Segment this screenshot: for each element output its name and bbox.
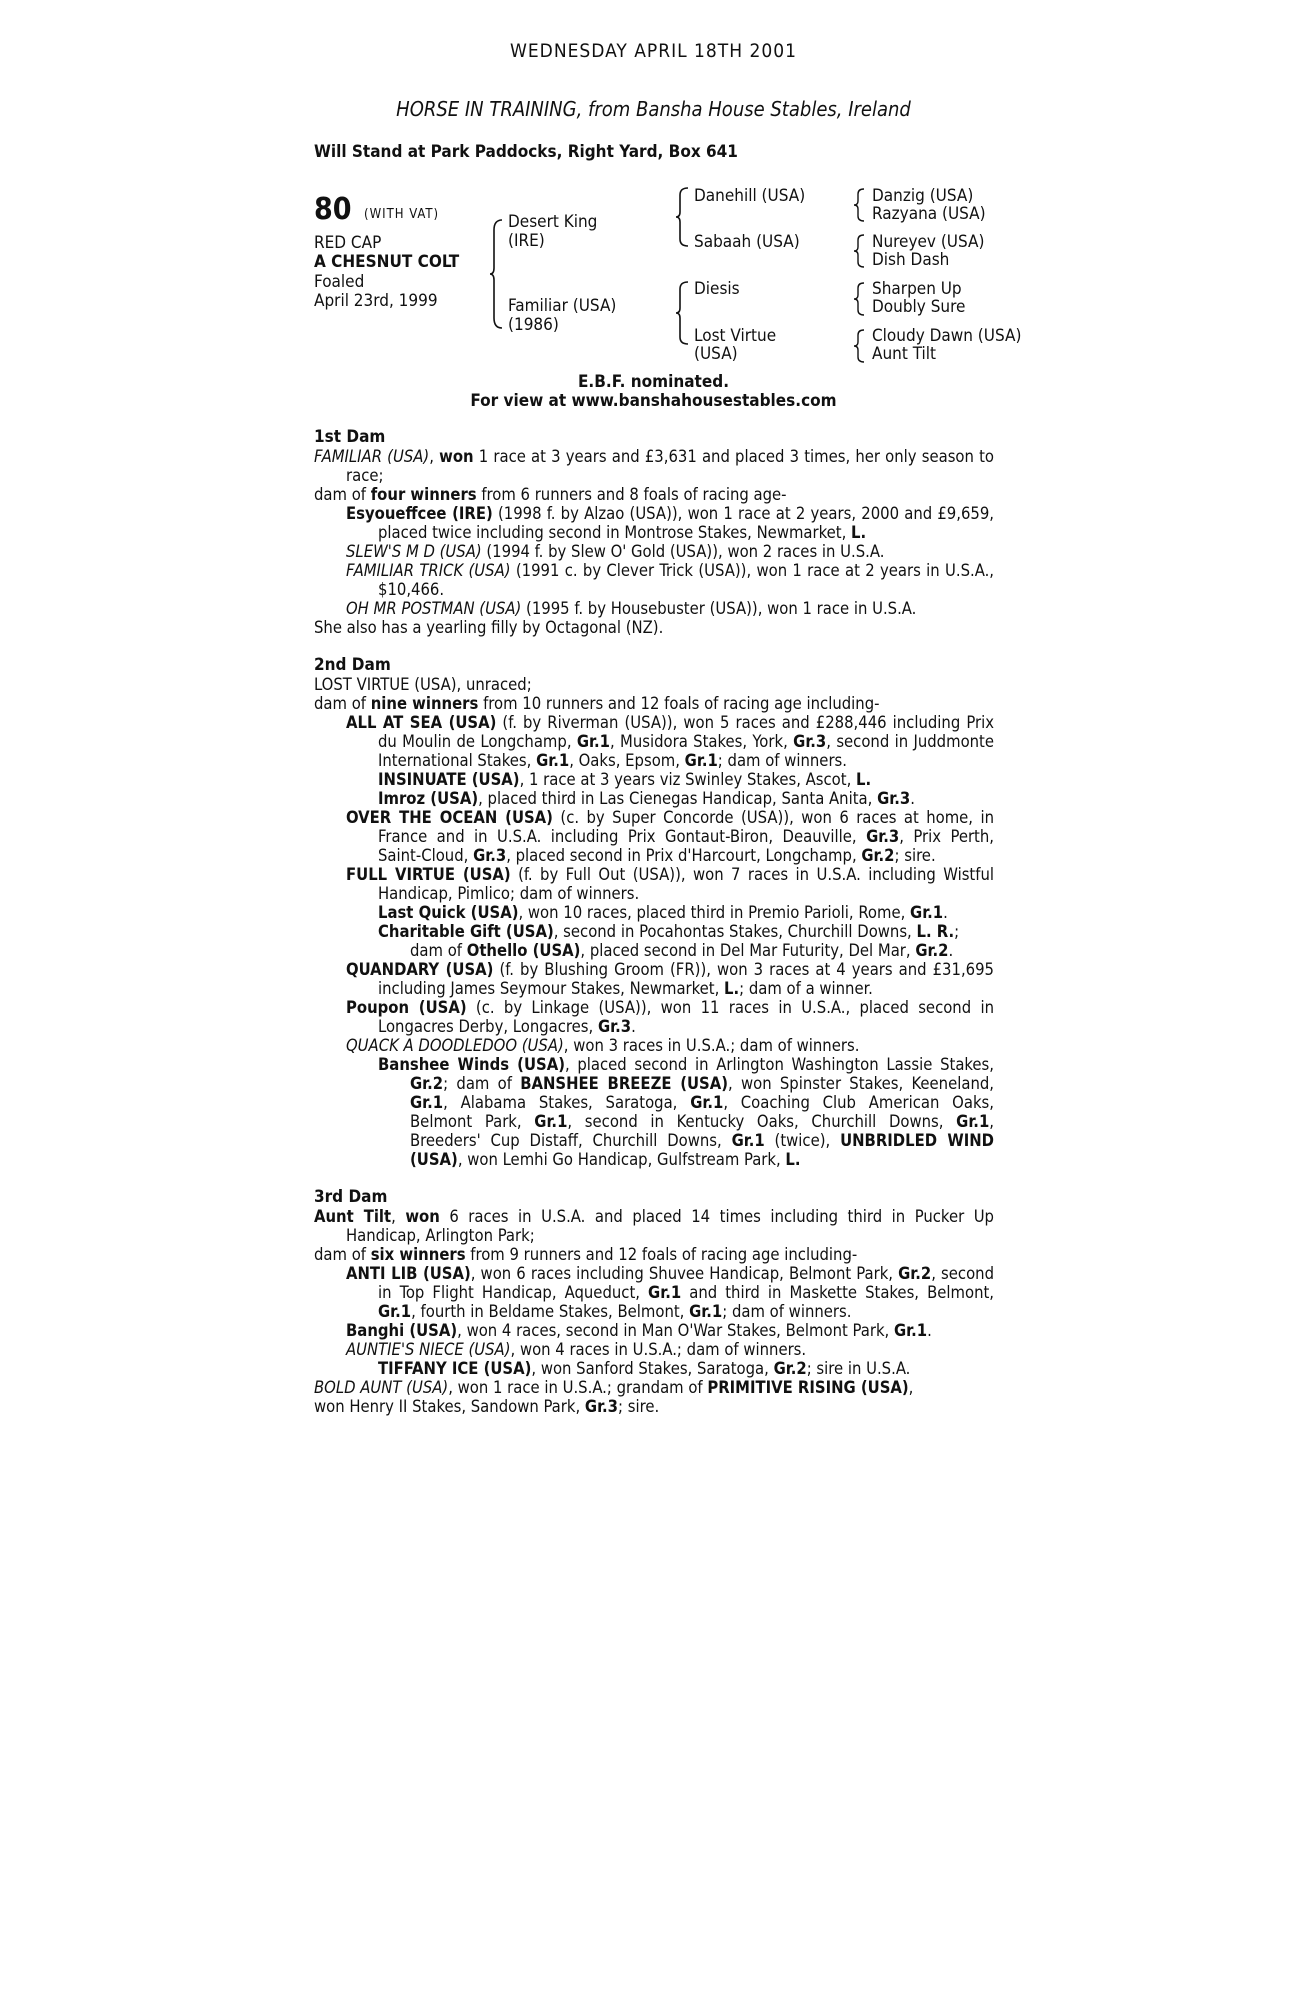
text: (twice), [764,1131,831,1150]
first-dam-heading: 1st Dam [314,427,386,447]
text: (f. by Full Out (USA)), won 7 races in U.S.A. including Wistful Handicap, Pimlico; dam of winners. [378,865,995,903]
produce-entry [314,1340,994,1359]
ggs-1: Danzig (USA) [872,186,974,206]
text: (f. by Blushing Groom (FR)), won 3 races at 4 years and £31,695 including James Seymour Stakes, Newmarket, [378,960,994,998]
grade: Gr.1 [684,751,718,770]
grade: Gr.1 [689,1302,723,1321]
grade: Gr.2 [773,1359,807,1378]
winners-count: four winners [370,485,477,504]
text: , Breeders' Cup Distaff, Churchill Downs, [410,1112,994,1150]
page-subtitle: HORSE IN TRAINING, from Bansha House Stables, Ireland [396,97,911,121]
produce-entry [314,561,994,599]
produce-entry [314,1264,994,1321]
grade: Gr.1 [690,1093,724,1112]
text: , [429,447,434,466]
sire-country: (IRE) [508,231,545,251]
lot-number: 80 [314,192,352,227]
produce-entry [314,1378,994,1397]
text: ; dam of [443,1074,521,1093]
ggs-3: Nureyev (USA) [872,232,985,252]
horse-name: Esyoueffcee (IRE) [346,504,493,523]
produce-entry [314,941,994,960]
sire-sire: Danehill (USA) [694,186,806,206]
second-dam-name: LOST VIRTUE (USA), unraced; [314,675,532,694]
produce-entry [314,504,994,542]
horse-name: Poupon (USA) [346,998,467,1017]
horse-name: FAMILIAR TRICK (USA) [346,561,511,580]
pedigree-brace-dam [676,280,694,346]
won-label: won [439,447,474,466]
pedigree-brace-4 [854,328,868,364]
winners-count: six winners [370,1245,466,1264]
text: , [908,1378,914,1397]
horse-name: PRIMITIVE RISING (USA) [707,1378,909,1397]
text: , won 3 races in U.S.A.; dam of winners. [563,1036,860,1055]
dam-name: Familiar (USA) [508,296,617,316]
text: . [910,789,915,808]
text: ; sire in U.S.A. [806,1359,911,1378]
text: dam of [314,694,371,713]
text: ; dam of winners. [722,1302,852,1321]
produce-entry [314,922,994,941]
text: . [943,903,948,922]
text: , second in Juddmonte International Stakes, [378,732,995,770]
text: . [927,1321,932,1340]
text: 6 races in U.S.A. and placed 14 times including third in Pucker Up Handicap, Arlington Park; [346,1207,994,1245]
ggs-6: Doubly Sure [872,297,966,317]
horse-name: Othello (USA) [466,941,581,960]
text: from 6 runners and 8 foals of racing age- [476,485,787,504]
horse-name: QUANDARY (USA) [346,960,494,979]
text: ; sire. [618,1397,660,1416]
produce-entry [314,770,994,789]
horse-name: RED CAP [314,233,382,253]
grade: L. [851,523,867,542]
dam-year: (1986) [508,315,559,335]
horse-name: Banshee Winds (USA) [378,1055,565,1074]
horse-name: OVER THE OCEAN (USA) [346,808,553,827]
horse-name: Last Quick (USA) [378,903,519,922]
text: , Musidora Stakes, York, [610,732,794,751]
text: from 10 runners and 12 foals of racing age including- [478,694,880,713]
ggs-7: Cloudy Dawn (USA) [872,326,1022,346]
text: from 9 runners and 12 foals of racing age including- [465,1245,858,1264]
text: , placed third in Las Cienegas Handicap, Santa Anita, [478,789,878,808]
ggs-2: Razyana (USA) [872,204,986,224]
grade: Gr.3 [597,1017,632,1036]
produce-entry [314,998,994,1036]
grade: Gr.2 [915,941,949,960]
horse-name: SLEW'S M D (USA) [346,542,482,561]
produce-entry [314,1036,994,1055]
text: 1 race at 3 years and £3,631 and placed 3 times, her only season to race; [346,447,994,485]
text: dam of [314,485,371,504]
third-dam-produce [314,1245,994,1264]
ebf-note: E.B.F. nominated. [577,372,730,392]
ggs-8: Aunt Tilt [872,344,937,364]
grade: Gr.1 [534,1112,568,1131]
horse-description: A CHESNUT COLT [314,252,460,272]
text: , won 1 race in U.S.A.; grandam of [448,1378,708,1397]
grade: L. R. [916,922,955,941]
text: ; dam of winners. [717,751,847,770]
pedigree-brace-sire [676,186,694,248]
text: dam of [410,941,467,960]
stand-location: Will Stand at Park Paddocks, Right Yard, Box 641 [314,142,738,162]
produce-entry [314,903,994,922]
text: , won 10 races, placed third in Premio Parioli, Rome, [518,903,911,922]
produce-entry [314,789,994,808]
first-dam-name: FAMILIAR (USA) [314,447,430,466]
text: (1994 f. by Slew O' Gold (USA)), won 2 races in U.S.A. [481,542,885,561]
third-dam-heading: 3rd Dam [314,1187,388,1207]
horse-name: Charitable Gift (USA) [378,922,554,941]
text: won Henry II Stakes, Sandown Park, [314,1397,585,1416]
produce-entry-cont [314,1397,994,1416]
horse-name: FULL VIRTUE (USA) [346,865,511,884]
text: ; sire. [894,846,936,865]
foaled-date: April 23rd, 1999 [314,291,438,311]
grade: Gr.1 [410,1093,444,1112]
horse-name: BOLD AUNT (USA) [314,1378,449,1397]
pedigree-brace-main [490,218,510,330]
sale-date: WEDNESDAY APRIL 18TH 2001 [509,40,798,62]
text: (1998 f. by Alzao (USA)), won 1 race at 2 years, 2000 and £9,659, placed twice including second in Montrose Stakes, Newmarket, [378,504,994,542]
grade: Gr.1 [576,732,610,751]
horse-name: ALL AT SEA (USA) [346,713,497,732]
sire-name: Desert King [508,212,598,232]
horse-name: BANSHEE BREEZE (USA) [520,1074,728,1093]
grade: L. [856,770,872,789]
horse-name: OH MR POSTMAN (USA) [346,599,522,618]
produce-entry [314,599,994,618]
text: (1995 f. by Housebuster (USA)), won 1 race in U.S.A. [521,599,917,618]
grade: Gr.1 [956,1112,990,1131]
grade: L. [724,979,740,998]
grade: L. [785,1150,801,1169]
grade: Gr.1 [648,1283,682,1302]
third-dam-record [314,1207,994,1245]
view-note: For view at www.banshahousestables.com [470,391,837,411]
text: , [391,1207,406,1226]
first-dam-produce [314,485,994,504]
text: , Coaching Club American Oaks, Belmont Park, [410,1093,994,1131]
horse-name: INSINUATE (USA) [378,770,520,789]
text: ; [954,922,960,941]
grade: Gr.1 [910,903,944,922]
third-dam-name: Aunt Tilt [314,1207,392,1226]
text: , won 6 races including Shuvee Handicap, Belmont Park, [470,1264,899,1283]
text: , Oaks, Epsom, [569,751,685,770]
pedigree-brace-2 [854,233,868,269]
text: (1991 c. by Clever Trick (USA)), won 1 race at 2 years in U.S.A., $10,466. [378,561,994,599]
winners-count: nine winners [370,694,479,713]
pedigree-brace-3 [854,281,868,317]
text: dam of [314,1245,371,1264]
grade: Gr.1 [536,751,570,770]
horse-name: AUNTIE'S NIECE (USA) [346,1340,511,1359]
produce-entry [314,1055,994,1169]
grade: Gr.3 [473,846,507,865]
text: (c. by Linkage (USA)), won 11 races in U.S.A., placed second in Longacres Derby, Longacres, [378,998,994,1036]
grade: Gr.1 [731,1131,765,1150]
vat-note: (WITH VAT) [364,207,440,222]
produce-entry [314,713,994,770]
grade: Gr.2 [410,1074,444,1093]
yearling-note: She also has a yearling filly by Octagonal (NZ). [314,618,664,637]
sire-dam: Sabaah (USA) [694,232,800,252]
text: , second in Top Flight Handicap, Aqueduct, [378,1264,994,1302]
text: , 1 race at 3 years viz Swinley Stakes, Ascot, [519,770,856,789]
grade: Gr.3 [793,732,827,751]
text: , won Sanford Stakes, Saratoga, [531,1359,774,1378]
text: , placed second in Prix d'Harcourt, Longchamp, [506,846,862,865]
text: , won 4 races in U.S.A.; dam of winners. [510,1340,807,1359]
foaled-label: Foaled [314,272,365,292]
text: . [631,1017,636,1036]
text: , won 4 races, second in Man O'War Stakes, Belmont Park, [457,1321,894,1340]
text: , won Spinster Stakes, Keeneland, [728,1074,994,1093]
produce-entry [314,1359,994,1378]
produce-entry [314,808,994,865]
pedigree-brace-1 [854,187,868,223]
dam-dam-country: (USA) [694,344,738,364]
produce-entry [314,865,994,903]
grade: Gr.2 [861,846,895,865]
grade: Gr.1 [893,1321,928,1340]
text: , placed second in Arlington Washington Lassie Stakes, [564,1055,995,1074]
horse-name: Imroz (USA) [378,789,479,808]
horse-name: QUACK A DOODLEDOO (USA) [346,1036,564,1055]
text: , second in Kentucky Oaks, Churchill Downs, [567,1112,957,1131]
produce-entry [314,542,994,561]
text: . [948,941,954,960]
horse-name: TIFFANY ICE (USA) [378,1359,532,1378]
horse-name: UNBRIDLED WIND (USA) [410,1131,994,1169]
text: , placed second in Del Mar Futurity, Del Mar, [580,941,916,960]
text: , Alabama Stakes, Saratoga, [443,1093,691,1112]
produce-entry [314,1321,994,1340]
produce-entry [314,960,994,998]
grade: Gr.2 [898,1264,932,1283]
first-dam-record [314,447,994,485]
won-label: won [405,1207,440,1226]
text: , Prix Perth, Saint-Cloud, [378,827,994,865]
grade: Gr.3 [584,1397,619,1416]
second-dam-produce [314,694,994,713]
text: , won Lemhi Go Handicap, Gulfstream Park, [457,1150,786,1169]
text: , fourth in Beldame Stakes, Belmont, [411,1302,690,1321]
second-dam-heading: 2nd Dam [314,655,391,675]
ggs-4: Dish Dash [872,250,950,270]
dam-dam: Lost Virtue [694,326,777,346]
horse-name: Banghi (USA) [346,1321,458,1340]
grade: Gr.3 [866,827,900,846]
text: (c. by Super Concorde (USA)), won 6 races at home, in France and in U.S.A. including Prix Gontaut-Biron, Deauville, [378,808,994,846]
ggs-5: Sharpen Up [872,279,962,299]
text: , second in Pocahontas Stakes, Churchill Downs, [553,922,917,941]
grade: Gr.3 [877,789,911,808]
text: (f. by Riverman (USA)), won 5 races and £288,446 including Prix du Moulin de Longchamp, [378,713,994,751]
pedigree-notes [314,428,994,1416]
horse-name: ANTI LIB (USA) [346,1264,471,1283]
text: ; dam of a winner. [739,979,873,998]
grade: Gr.1 [378,1302,412,1321]
dam-sire: Diesis [694,279,740,299]
text: and third in Maskette Stakes, Belmont, [681,1283,995,1302]
